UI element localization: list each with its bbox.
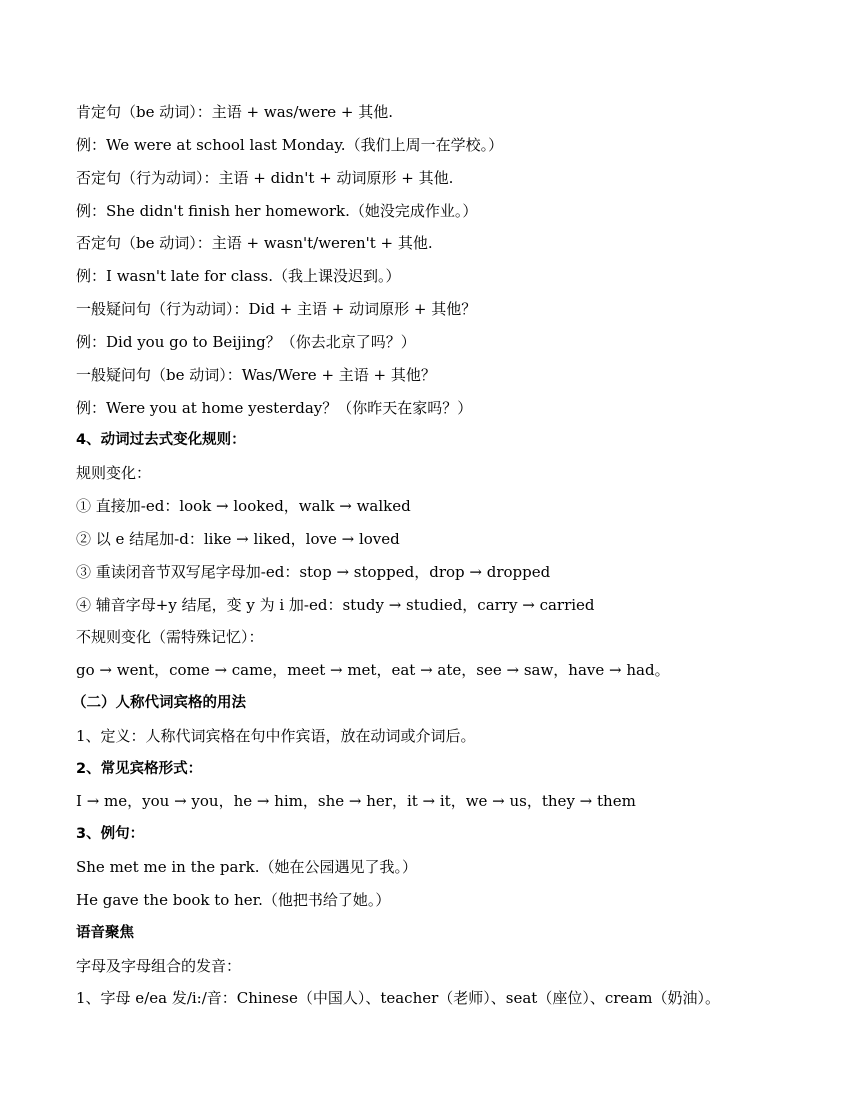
text-line: ④ 辅音字母+y 结尾，变 y 为 i 加-ed：study → studied，carry → carried	[76, 596, 595, 614]
text-line: 一般疑问句（行为动词）：Did + 主语 + 动词原形 + 其他？	[76, 300, 477, 318]
section-heading: 语音聚焦	[76, 925, 134, 941]
text-line: 肯定句（be 动词）：主语 + was/were + 其他.	[76, 103, 394, 121]
text-line: 1、字母 e/ea 发/i:/音：Chinese（中国人）、teacher（老师）、seat（座位）、cream（奶油）。	[76, 989, 720, 1007]
section-heading: 2、常见宾格形式：	[76, 761, 203, 777]
text-line: 例：I wasn't late for class.（我上课没迟到。）	[76, 267, 401, 285]
text-line: ① 直接加-ed：look → looked，walk → walked	[76, 497, 411, 515]
section-heading: 4、动词过去式变化规则：	[76, 432, 246, 448]
section-heading: 3、例句：	[76, 826, 145, 842]
text-line: go → went，come → came，meet → met，eat → ate，see → saw，have → had。	[76, 661, 670, 679]
text-line: 否定句（be 动词）：主语 + wasn't/weren't + 其他.	[76, 234, 433, 252]
text-line: 例：Did you go to Beijing？（你去北京了吗？）	[76, 333, 416, 351]
text-line: She met me in the park.（她在公园遇见了我。）	[76, 858, 417, 876]
text-line: ③ 重读闭音节双写尾字母加-ed：stop → stopped，drop → dropped	[76, 563, 551, 581]
text-line: He gave the book to her.（他把书给了她。）	[76, 891, 391, 909]
section-heading: （二）人称代词宾格的用法	[72, 695, 246, 711]
text-line: 不规则变化（需特殊记忆）：	[76, 628, 264, 646]
text-line: ② 以 e 结尾加-d：like → liked，love → loved	[76, 530, 400, 548]
text-line: 例：We were at school last Monday.（我们上周一在学校。）	[76, 136, 504, 154]
text-line: 否定句（行为动词）：主语 + didn't + 动词原形 + 其他.	[76, 169, 454, 187]
text-line: 1、定义：人称代词宾格在句中作宾语，放在动词或介词后。	[76, 727, 476, 745]
text-line: 一般疑问句（be 动词）：Was/Were + 主语 + 其他？	[76, 366, 436, 384]
text-line: I → me，you → you，he → him，she → her，it → it，we → us，they → them	[76, 792, 636, 810]
text-line: 例：She didn't finish her homework.（她没完成作业。）	[76, 202, 478, 220]
text-line: 字母及字母组合的发音：	[76, 957, 242, 975]
text-line: 规则变化：	[76, 464, 152, 482]
text-line: 例：Were you at home yesterday？（你昨天在家吗？）	[76, 399, 473, 417]
